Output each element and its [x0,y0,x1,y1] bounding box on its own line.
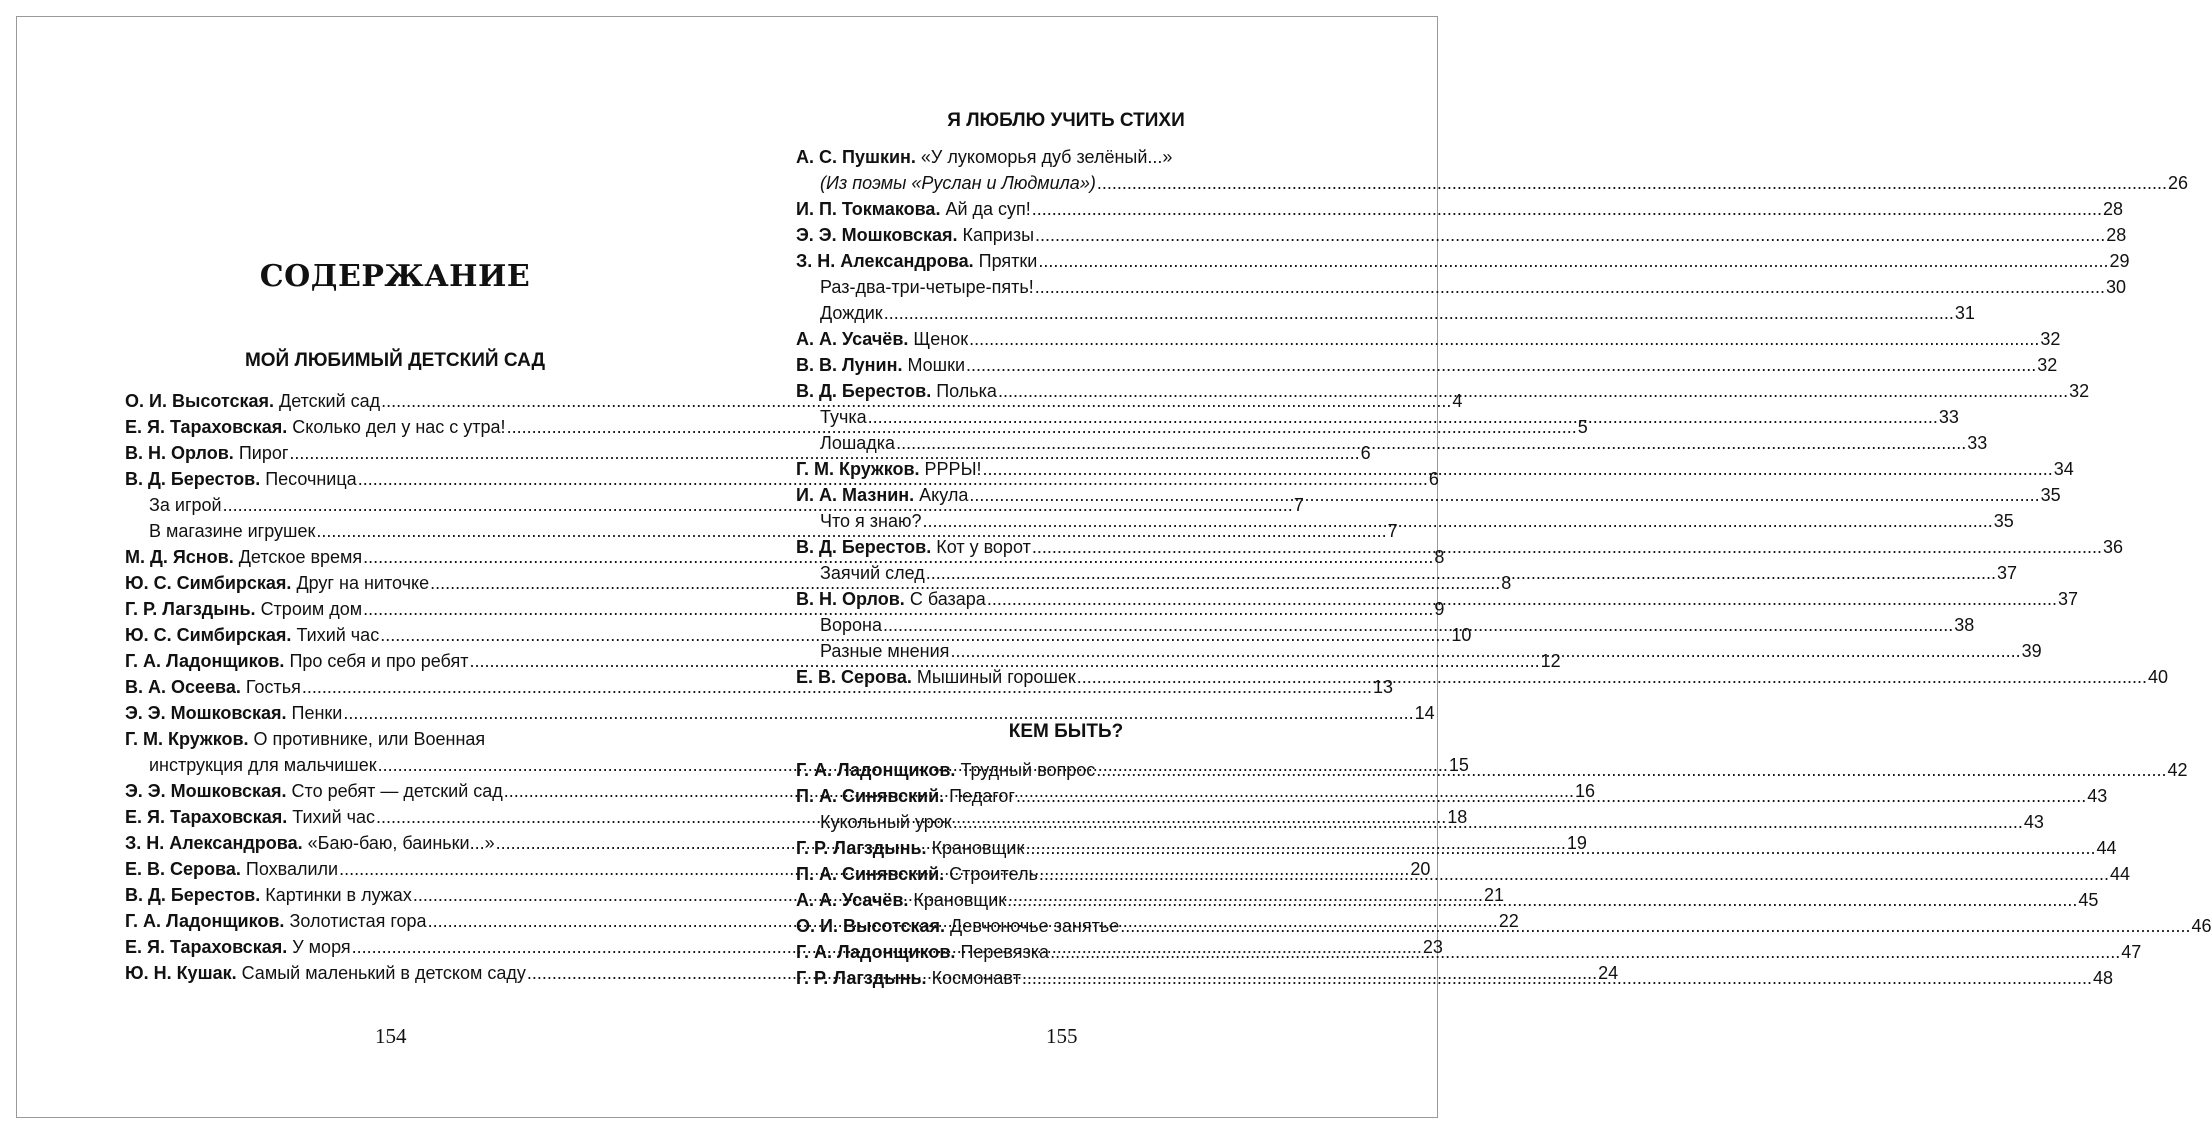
toc-entry-text [820,638,949,664]
toc-entry-page: 14 [1414,703,1435,723]
toc-entry-title: Друг на ниточке [296,573,430,593]
toc-leader-dots [1077,664,2147,690]
toc-entry-author: Е. В. Серова. [796,667,912,687]
toc-entry-page: 23 [1422,937,1443,957]
toc-entry-text [796,835,1024,861]
section-title-poems: Я ЛЮБЛЮ УЧИТЬ СТИХИ [947,110,1185,131]
toc-entry-text [125,856,338,882]
toc-entry-author: Г. М. Кружков. [796,459,920,479]
toc-entry-text [125,440,288,466]
toc-entry-page: 32 [2040,329,2061,349]
toc-entry-title: Ай да суп! [945,199,1031,219]
toc-entry-title: О противнике, или Военная [253,729,486,749]
toc-entry-page: 32 [2069,381,2090,401]
toc-leader-dots [983,456,2053,482]
toc-leader-dots [1022,965,2092,991]
toc-entry-page: 37 [2058,589,2079,609]
toc-entry [796,456,2074,482]
page-number-left: 154 [375,1024,407,1048]
toc-entry [796,274,2126,300]
toc-entry-page: 12 [1540,651,1561,671]
toc-entry-title: Картинки в лужах [265,885,412,905]
section-title-kindergarten: МОЙ ЛЮБИМЫЙ ДЕТСКИЙ САД [244,350,546,371]
toc-entry-page: 44 [2110,864,2131,884]
toc-entry-text [796,326,968,352]
toc-entry-author: Э. Э. Мошковская. [125,781,287,801]
toc-entry-page: 28 [2106,225,2127,245]
toc-leader-dots [1096,757,2166,783]
toc-entry-title: Капризы [962,225,1035,245]
toc-entry-title: Перевязка [960,942,1050,962]
toc-entry-title: Тучка [820,407,867,427]
toc-entry [796,560,2017,586]
toc-entry-title: Гостья [245,677,301,697]
toc-entry-text [125,726,485,752]
toc-entry-text [796,144,1172,170]
toc-entry-author: Ю. С. Симбирская. [125,573,292,593]
toc-entry-text [796,534,1031,560]
toc-entry-author: В. Н. Орлов. [796,589,905,609]
toc-leader-dots [923,508,1993,534]
toc-entry-title: Строитель [949,864,1038,884]
toc-entry-page: 43 [2023,812,2044,832]
toc-entry-text [125,700,342,726]
toc-entry-author: М. Д. Яснов. [125,547,234,567]
toc-entry-author: Г. А. Ладонщиков. [125,651,285,671]
toc-entry [796,534,2124,560]
toc-entry-title: Детское время [238,547,363,567]
toc-entry-text [820,300,883,326]
toc-entry-title: Заячий след [820,563,925,583]
toc-entry-page: 8 [1434,547,1445,567]
toc-entry-title: Дождик [820,303,883,323]
toc-entry-page: 8 [1501,573,1512,593]
toc-entry-page: 22 [1498,911,1519,931]
toc-entry-page: 33 [1967,433,1988,453]
toc-entry-title: Прятки [978,251,1038,271]
toc-entry [796,248,2130,274]
toc-entry-author: П. А. Синявский. [796,786,945,806]
toc-entry-text [796,456,982,482]
toc-leader-dots [1035,274,2105,300]
toc-entry-title: Что я знаю? [820,511,922,531]
toc-entry-author: А. А. Усачёв. [796,329,909,349]
toc-entry-title: РРРЫ! [924,459,982,479]
toc-entry-text [125,908,427,934]
toc-entry-title: Полька [936,381,997,401]
toc-leader-dots [1097,170,2167,196]
toc-entry-title: Педагог [949,786,1015,806]
toc-entry-title: Пенки [291,703,343,723]
toc-entry-title: Похвалили [245,859,339,879]
toc-leader-dots [1025,835,2095,861]
toc-entry-title: Строим дом [260,599,363,619]
toc-entry-text [125,830,495,856]
toc-entry-text [796,757,1095,783]
toc-entry-title: Раз-два-три-четыре-пять! [820,277,1034,297]
toc-entry-page: 47 [2121,942,2142,962]
toc-leader-dots [987,586,2057,612]
toc-leader-dots [1120,913,2190,939]
toc-entry [796,430,1988,456]
toc-entry-text [820,274,1034,300]
toc-entry-page: 20 [1410,859,1431,879]
toc-entry-page: 29 [2109,251,2130,271]
toc-entry-title: Пирог [238,443,289,463]
toc-entry-page: 30 [2105,277,2126,297]
toc-entry-author: В. Д. Берестов. [125,885,261,905]
toc-entry-author: Ю. Н. Кушак. [125,963,237,983]
toc-entry-text [796,939,1049,965]
toc-entry-text [796,378,997,404]
toc-entry-page: 24 [1598,963,1619,983]
toc-entry-text [796,965,1021,991]
toc-entry-title: В магазине игрушек [149,521,316,541]
toc-entry-title: У моря [292,937,351,957]
toc-entry-text [125,570,429,596]
section-title-professions: КЕМ БЫТЬ? [1008,721,1124,742]
toc-entry-author: И. А. Мазнин. [796,485,915,505]
toc-entry-author: Е. Я. Тараховская. [125,937,288,957]
toc-entry-title: Разные мнения [820,641,950,661]
toc-entry-title: Ворона [820,615,882,635]
toc-entry-page: 4 [1452,391,1463,411]
toc-entry-author: В. Д. Берестов. [796,381,932,401]
toc-entry [796,482,2061,508]
toc-entry [796,404,1959,430]
toc-entry-page: 35 [1993,511,2014,531]
toc-entry [796,508,2014,534]
toc-entry-text [125,778,503,804]
toc-entry-text [125,596,362,622]
toc-entry-page: 40 [2147,667,2169,687]
toc-entry-title: Акула [919,485,969,505]
toc-entry-author: В. Д. Берестов. [796,537,932,557]
toc-entry-text [125,804,375,830]
toc-leader-dots [1050,939,2120,965]
toc-entry-author: З. Н. Александрова. [125,833,303,853]
toc-entry-text [796,352,965,378]
toc-entry-text [125,414,506,440]
toc-entry-page: 5 [1577,417,1588,437]
toc-entry-text [820,508,922,534]
toc-entry-page: 26 [2168,173,2189,193]
toc-entry-page: 6 [1360,443,1371,463]
toc-entry-page: 43 [2087,786,2108,806]
toc-entry-author: В. Н. Орлов. [125,443,234,463]
toc-entry-page: 19 [1566,833,1587,853]
toc-entry-text [125,388,380,414]
toc-entry-author: З. Н. Александрова. [796,251,974,271]
toc-entry-text [149,518,315,544]
toc-entry [125,700,1435,726]
toc-entry-page: 39 [2021,641,2042,661]
toc-entry-text [796,196,1031,222]
toc-entry-page: 28 [2103,199,2124,219]
toc-entry-text [796,783,1015,809]
toc-entry-text [125,960,526,986]
toc-entry [796,170,2189,196]
toc-entry-author: Г. Р. Лагздынь. [796,968,927,988]
toc-entry-title: Космонавт [931,968,1021,988]
toc-entry [796,326,2061,352]
toc-entry-page: 10 [1451,625,1472,645]
toc-entry-author: Ю. С. Симбирская. [125,625,292,645]
toc-entry [796,378,2090,404]
toc-entry-text [820,612,882,638]
toc-leader-dots [969,326,2039,352]
toc-entry [796,196,2124,222]
toc-leader-dots [1016,783,2086,809]
toc-entry-page: 35 [2040,485,2061,505]
toc-entry-title: Детский сад [279,391,381,411]
toc-entry-text [125,674,301,700]
toc-entry [796,222,2127,248]
toc-entry-author: В. В. Лунин. [796,355,903,375]
toc-leader-dots [966,352,2036,378]
toc-entry-page: 38 [1954,615,1975,635]
toc-leader-dots [1039,861,2109,887]
page-number-right: 155 [1046,1024,1078,1048]
toc-entry-author: Г. Р. Лагздынь. [796,838,927,858]
toc-entry-text [149,492,222,518]
toc-entry-page: 45 [2078,890,2099,910]
toc-entry-text [796,482,968,508]
toc-entry-title: За игрой [149,495,222,515]
toc-entry-title: (Из поэмы «Руслан и Людмила») [820,173,1096,193]
toc-entry-page: 31 [1954,303,1975,323]
toc-entry-title: Мошки [907,355,966,375]
toc-leader-dots [868,404,1938,430]
toc-entry-text [125,934,351,960]
toc-entry [796,352,2058,378]
toc-entry-author: Г. А. Ладонщиков. [125,911,285,931]
toc-entry-title: Лошадка [820,433,896,453]
toc-entry [125,726,665,752]
toc-entry-text [149,752,377,778]
toc-entry-text [820,809,952,835]
toc-entry-title: Сколько дел у нас с утра! [292,417,506,437]
toc-leader-dots [1038,248,2108,274]
toc-entry-page: 48 [2093,968,2114,988]
toc-entry-title: Песочница [265,469,357,489]
toc-entry-page: 7 [1293,495,1304,515]
toc-entry-title: С базара [909,589,986,609]
toc-entry-author: Г. Р. Лагздынь. [125,599,256,619]
toc-entry-text [796,222,1034,248]
toc-entry-author: В. А. Осеева. [125,677,241,697]
toc-entry-page: 7 [1387,521,1398,541]
toc-entry-page: 21 [1484,885,1505,905]
toc-entry-title: Мышиный горошек [916,667,1076,687]
toc-entry-author: В. Д. Берестов. [125,469,261,489]
toc-entry-title: Щенок [913,329,969,349]
toc-entry-text [125,466,357,492]
toc-entry-title: Золотистая гора [289,911,427,931]
toc-leader-dots [1035,222,2105,248]
toc-entry-author: Г. М. Кружков. [125,729,249,749]
toc-entry-text [796,913,1119,939]
toc-entry [796,300,1975,326]
toc-leader-dots [1032,534,2102,560]
toc-entry-title: Кукольный урок [820,812,952,832]
toc-entry-title: Девчоночье занятье [950,916,1120,936]
toc-leader-dots [883,612,1953,638]
toc-entry-page: 32 [2037,355,2058,375]
toc-entry-title: Крановщик [913,890,1007,910]
toc-entry-author: О. И. Высотская. [796,916,945,936]
toc-entry [796,586,2079,612]
toc-entry-title: инструкция для мальчишек [149,755,377,775]
toc-entry-text [125,544,362,570]
toc-entry-text [125,648,468,674]
toc-entry-title: «Баю-баю, баиньки...» [307,833,495,853]
toc-entry-text [796,248,1037,274]
toc-entry-title: Тихий час [292,807,376,827]
toc-leader-dots [884,300,1954,326]
toc-entry-author: О. И. Высотская. [125,391,274,411]
toc-entry-title: Крановщик [931,838,1025,858]
toc-entry-author: Е. В. Серова. [125,859,241,879]
toc-entry-title: Трудный вопрос [960,760,1096,780]
toc-entry-text [820,404,867,430]
toc-entry-page: 42 [2167,760,2188,780]
toc-entry-page: 16 [1575,781,1596,801]
toc-leader-dots [998,378,2068,404]
toc-entry-title: Тихий час [296,625,380,645]
toc-leader-dots [950,638,2020,664]
toc-entry-page: 44 [2096,838,2117,858]
toc-entry-text [796,664,1076,690]
toc-leader-dots [926,560,1996,586]
toc-entry-page: 6 [1428,469,1439,489]
toc-entry-page: 13 [1373,677,1394,697]
toc-entry-page: 37 [1996,563,2017,583]
toc-entry-author: А. С. Пушкин. [796,147,916,167]
toc-entry-page: 34 [2053,459,2074,479]
toc-entry-text [125,622,379,648]
toc-entry-author: Г. А. Ладонщиков. [796,760,956,780]
toc-entry-page: 33 [1938,407,1959,427]
toc-entry-title: Про себя и про ребят [289,651,469,671]
toc-entry-author: Э. Э. Мошковская. [796,225,958,245]
toc-entry [796,144,1336,170]
toc-entry-title: Сто ребят — детский сад [291,781,503,801]
toc-entry-page: 18 [1447,807,1468,827]
toc-entry-text [796,586,986,612]
toc-entry-page: 46 [2191,916,2212,936]
toc-entry-author: Е. Я. Тараховская. [125,417,288,437]
toc-entry-page: 36 [2103,537,2124,557]
toc-entry-author: Э. Э. Мошковская. [125,703,287,723]
toc-entry-text [820,560,925,586]
toc-entry-author: Е. Я. Тараховская. [125,807,288,827]
toc-leader-dots [969,482,2039,508]
toc-entry-text [820,170,1096,196]
toc-leader-dots [1007,887,2077,913]
toc-entry-text [796,861,1038,887]
toc-leader-dots [1032,196,2102,222]
toc-entry-title: «У лукоморья дуб зелёный...» [920,147,1173,167]
toc-entry-title: Кот у ворот [936,537,1031,557]
toc-entry-author: И. П. Токмакова. [796,199,941,219]
toc-leader-dots [953,809,2023,835]
page-title: СОДЕРЖАНИЕ [259,259,531,294]
toc-entry-author: А. А. Усачёв. [796,890,909,910]
toc-entry-page: 9 [1434,599,1445,619]
toc-entry-title: Самый маленький в детском саду [241,963,526,983]
toc-entry-text [125,882,412,908]
toc-entry-text [820,430,895,456]
toc-entry-text [796,887,1006,913]
toc-leader-dots [896,430,1966,456]
toc-entry-author: Г. А. Ладонщиков. [796,942,956,962]
toc-entry-page: 15 [1448,755,1469,775]
toc-entry-author: П. А. Синявский. [796,864,945,884]
